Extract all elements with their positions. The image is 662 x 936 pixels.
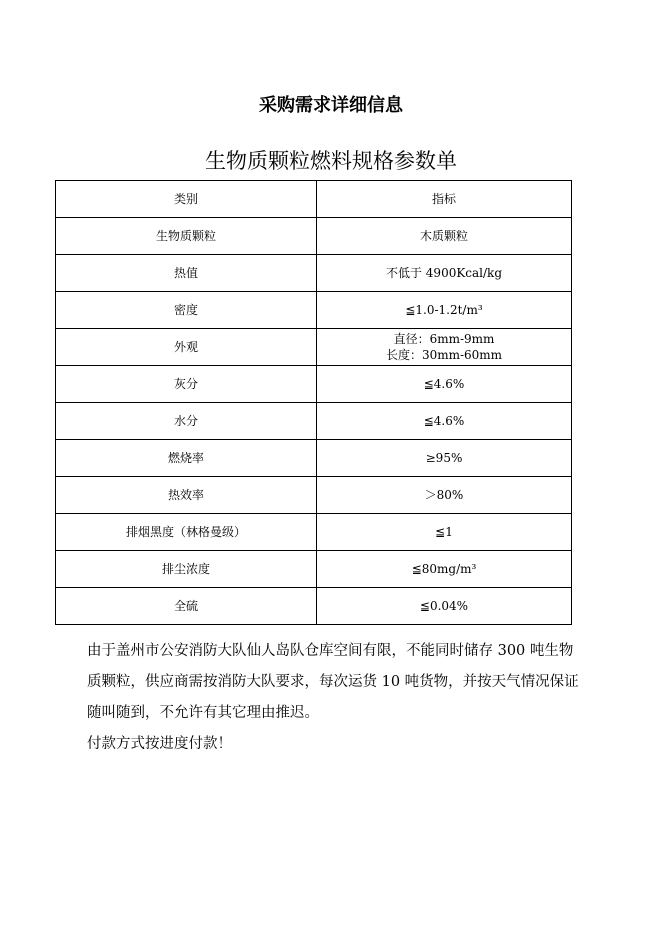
row-value	[317, 292, 572, 329]
row-value	[317, 366, 572, 403]
table-row	[56, 588, 572, 625]
row-category: 全硫	[56, 588, 317, 625]
table-row	[56, 255, 572, 292]
table-row	[56, 514, 572, 551]
table-row	[56, 551, 572, 588]
row-value-line: ≦80mg/m³	[411, 562, 477, 576]
row-value-line: ＞80%	[424, 488, 464, 502]
row-value	[317, 588, 572, 625]
table-row	[56, 440, 572, 477]
row-category: 生物质颗粒	[56, 218, 317, 255]
row-value-line: 木质颗粒	[419, 229, 468, 243]
table-row	[56, 403, 572, 440]
header-category: 类别	[56, 181, 317, 218]
row-category: 水分	[56, 403, 317, 440]
delivery-note: 由于盖州市公安消防大队仙人岛队仓库空间有限，不能同时储存 300 吨生物质颗粒，供应商需按消防大队要求，每次运货 10 吨货物，并按天气情况保证随叫随到，不允许有其它理由推迟。	[87, 643, 579, 721]
table-row	[56, 292, 572, 329]
row-value	[317, 440, 572, 477]
table-row	[56, 366, 572, 403]
row-category: 燃烧率	[56, 440, 317, 477]
row-value	[317, 551, 572, 588]
table-header-row	[56, 181, 572, 218]
row-value-line: ≦4.6%	[423, 414, 465, 428]
row-value-line: 不低于 4900Kcal/kg	[385, 266, 503, 280]
table-title: 生物质颗粒燃料规格参数单	[205, 149, 457, 173]
row-category: 外观	[56, 329, 317, 366]
row-value	[317, 218, 572, 255]
page-title: 采购需求详细信息	[259, 95, 403, 116]
row-value	[317, 477, 572, 514]
row-category: 密度	[56, 292, 317, 329]
row-value	[317, 514, 572, 551]
row-value-line: ≥95%	[425, 451, 463, 465]
row-value-line: ≦4.6%	[423, 377, 465, 391]
row-value	[317, 403, 572, 440]
row-value	[317, 329, 572, 366]
row-category: 热效率	[56, 477, 317, 514]
row-category: 热值	[56, 255, 317, 292]
row-value-line: 直径：6mm-9mm	[393, 332, 495, 346]
row-value-line: ≦1	[435, 525, 453, 539]
notes-section	[87, 636, 587, 760]
row-category: 排烟黑度（林格曼级）	[56, 514, 317, 551]
row-value-line: ≦0.04%	[419, 599, 469, 613]
table-row	[56, 477, 572, 514]
row-value	[317, 255, 572, 292]
header-value: 指标	[317, 181, 572, 218]
spec-table	[55, 180, 572, 625]
row-value-line: ≦1.0-1.2t/m³	[405, 303, 483, 317]
table-row	[56, 329, 572, 366]
row-category: 排尘浓度	[56, 551, 317, 588]
row-value-line: 长度：30mm-60mm	[385, 348, 503, 362]
table-row	[56, 218, 572, 255]
row-category: 灰分	[56, 366, 317, 403]
payment-note: 付款方式按进度付款！	[87, 736, 232, 752]
